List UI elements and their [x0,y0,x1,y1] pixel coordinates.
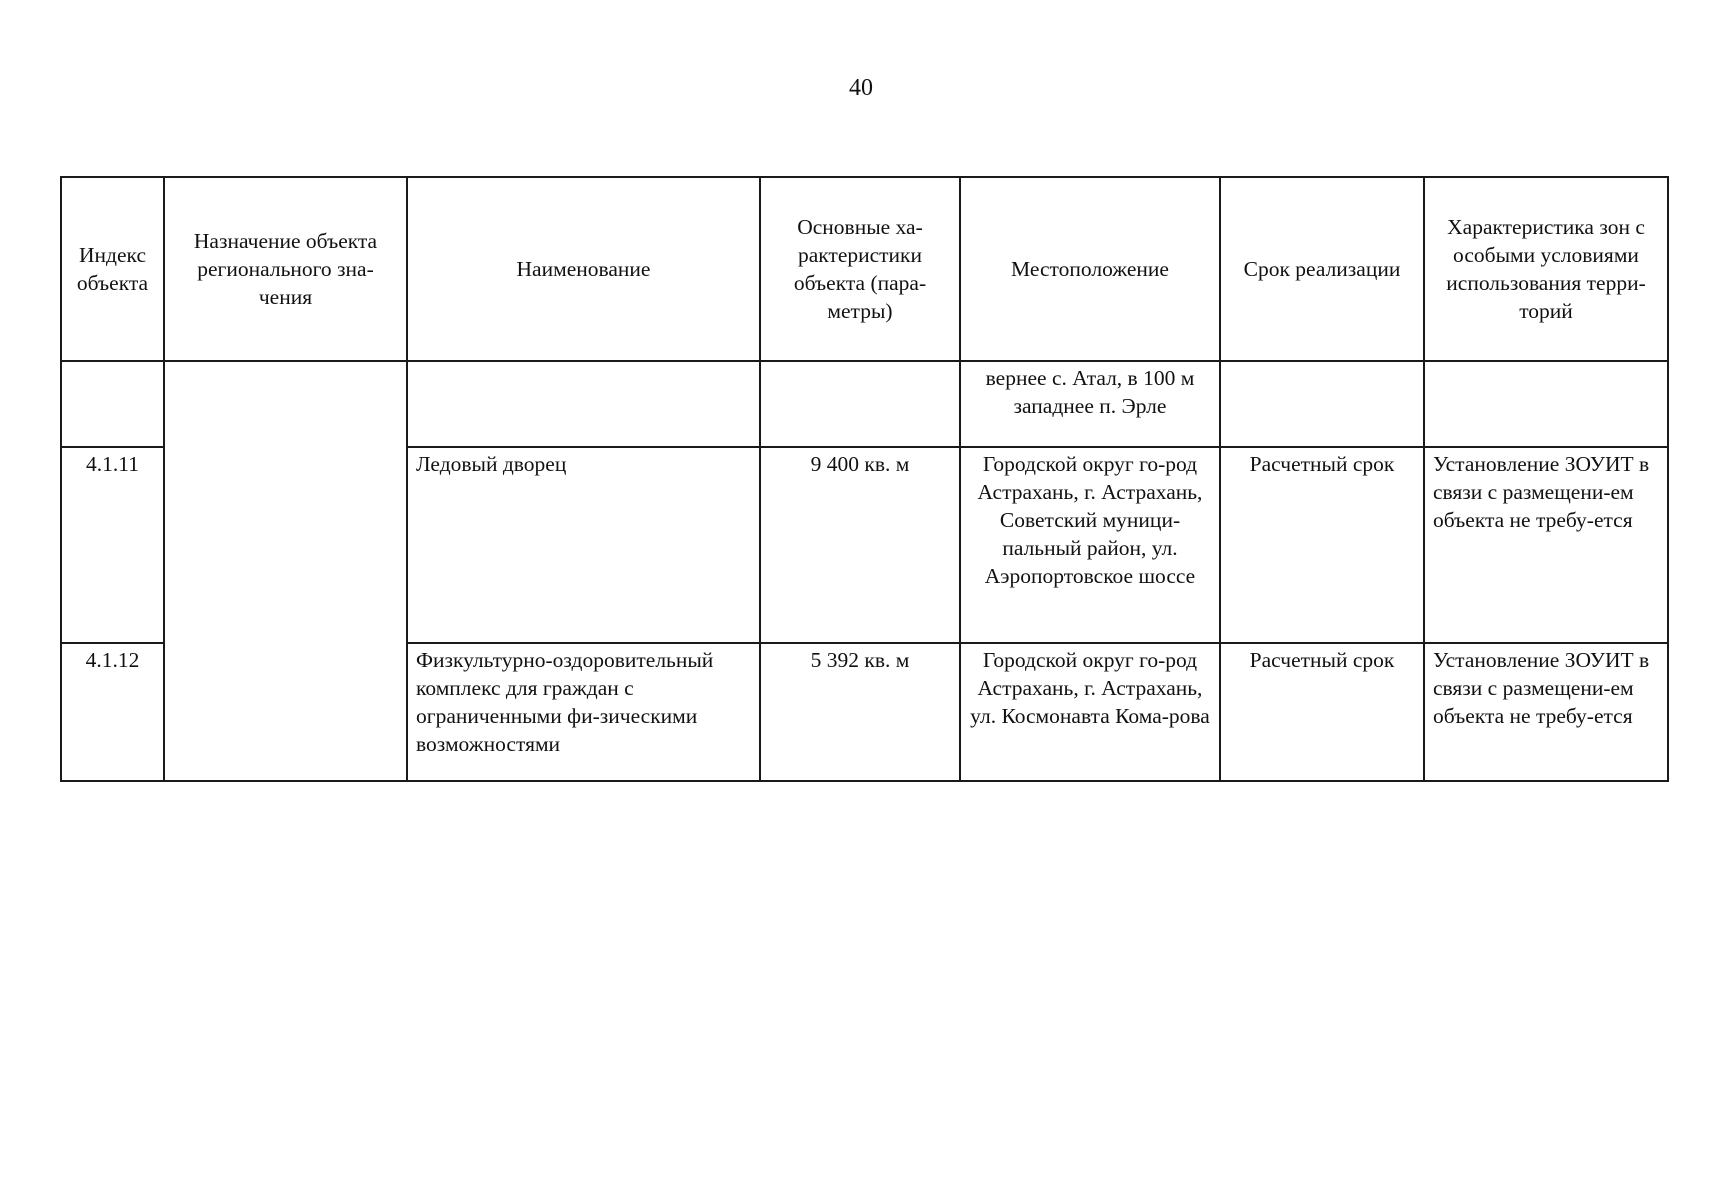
header-name: Наименование [407,177,760,361]
cell-index: 4.1.12 [61,643,164,781]
cell-params: 9 400 кв. м [760,447,960,643]
header-term: Срок реализации [1220,177,1424,361]
cell-name: Физкультурно-оздоровительный комплекс для граждан с ограниченными фи-зическими возможностями [407,643,760,781]
page-number: 40 [849,75,873,101]
cell-term [1220,361,1424,447]
table-body [61,361,1668,781]
header-index: Индекс объекта [61,177,164,361]
cell-zones: Установление ЗОУИТ в связи с размещени-ем объекта не требу-ется [1424,447,1668,643]
cell-params [760,361,960,447]
header-location: Местоположение [960,177,1220,361]
cell-name [407,361,760,447]
cell-purpose-merged [164,361,407,781]
cell-index: 4.1.11 [61,447,164,643]
objects-table [60,176,1669,782]
header-zones: Характеристика зон с особыми условиями использования терри-торий [1424,177,1668,361]
cell-params: 5 392 кв. м [760,643,960,781]
cell-location: Городской округ го-род Астрахань, г. Астрахань, ул. Космонавта Кома-рова [960,643,1220,781]
cell-zones: Установление ЗОУИТ в связи с размещени-ем объекта не требу-ется [1424,643,1668,781]
cell-location: Городской округ го-род Астрахань, г. Астрахань, Советский муници-пальный район, ул. Аэропортовское шоссе [960,447,1220,643]
cell-term: Расчетный срок [1220,447,1424,643]
cell-location: вернее с. Атал, в 100 м западнее п. Эрле [960,361,1220,447]
header-row [61,177,1668,361]
header-purpose: Назначение объекта регионального зна-чения [164,177,407,361]
cell-name: Ледовый дворец [407,447,760,643]
cell-zones [1424,361,1668,447]
cell-term: Расчетный срок [1220,643,1424,781]
header-params: Основные ха-рактеристики объекта (пара-метры) [760,177,960,361]
table-header [61,177,1668,361]
cell-index [61,361,164,447]
table-row [61,361,1668,447]
